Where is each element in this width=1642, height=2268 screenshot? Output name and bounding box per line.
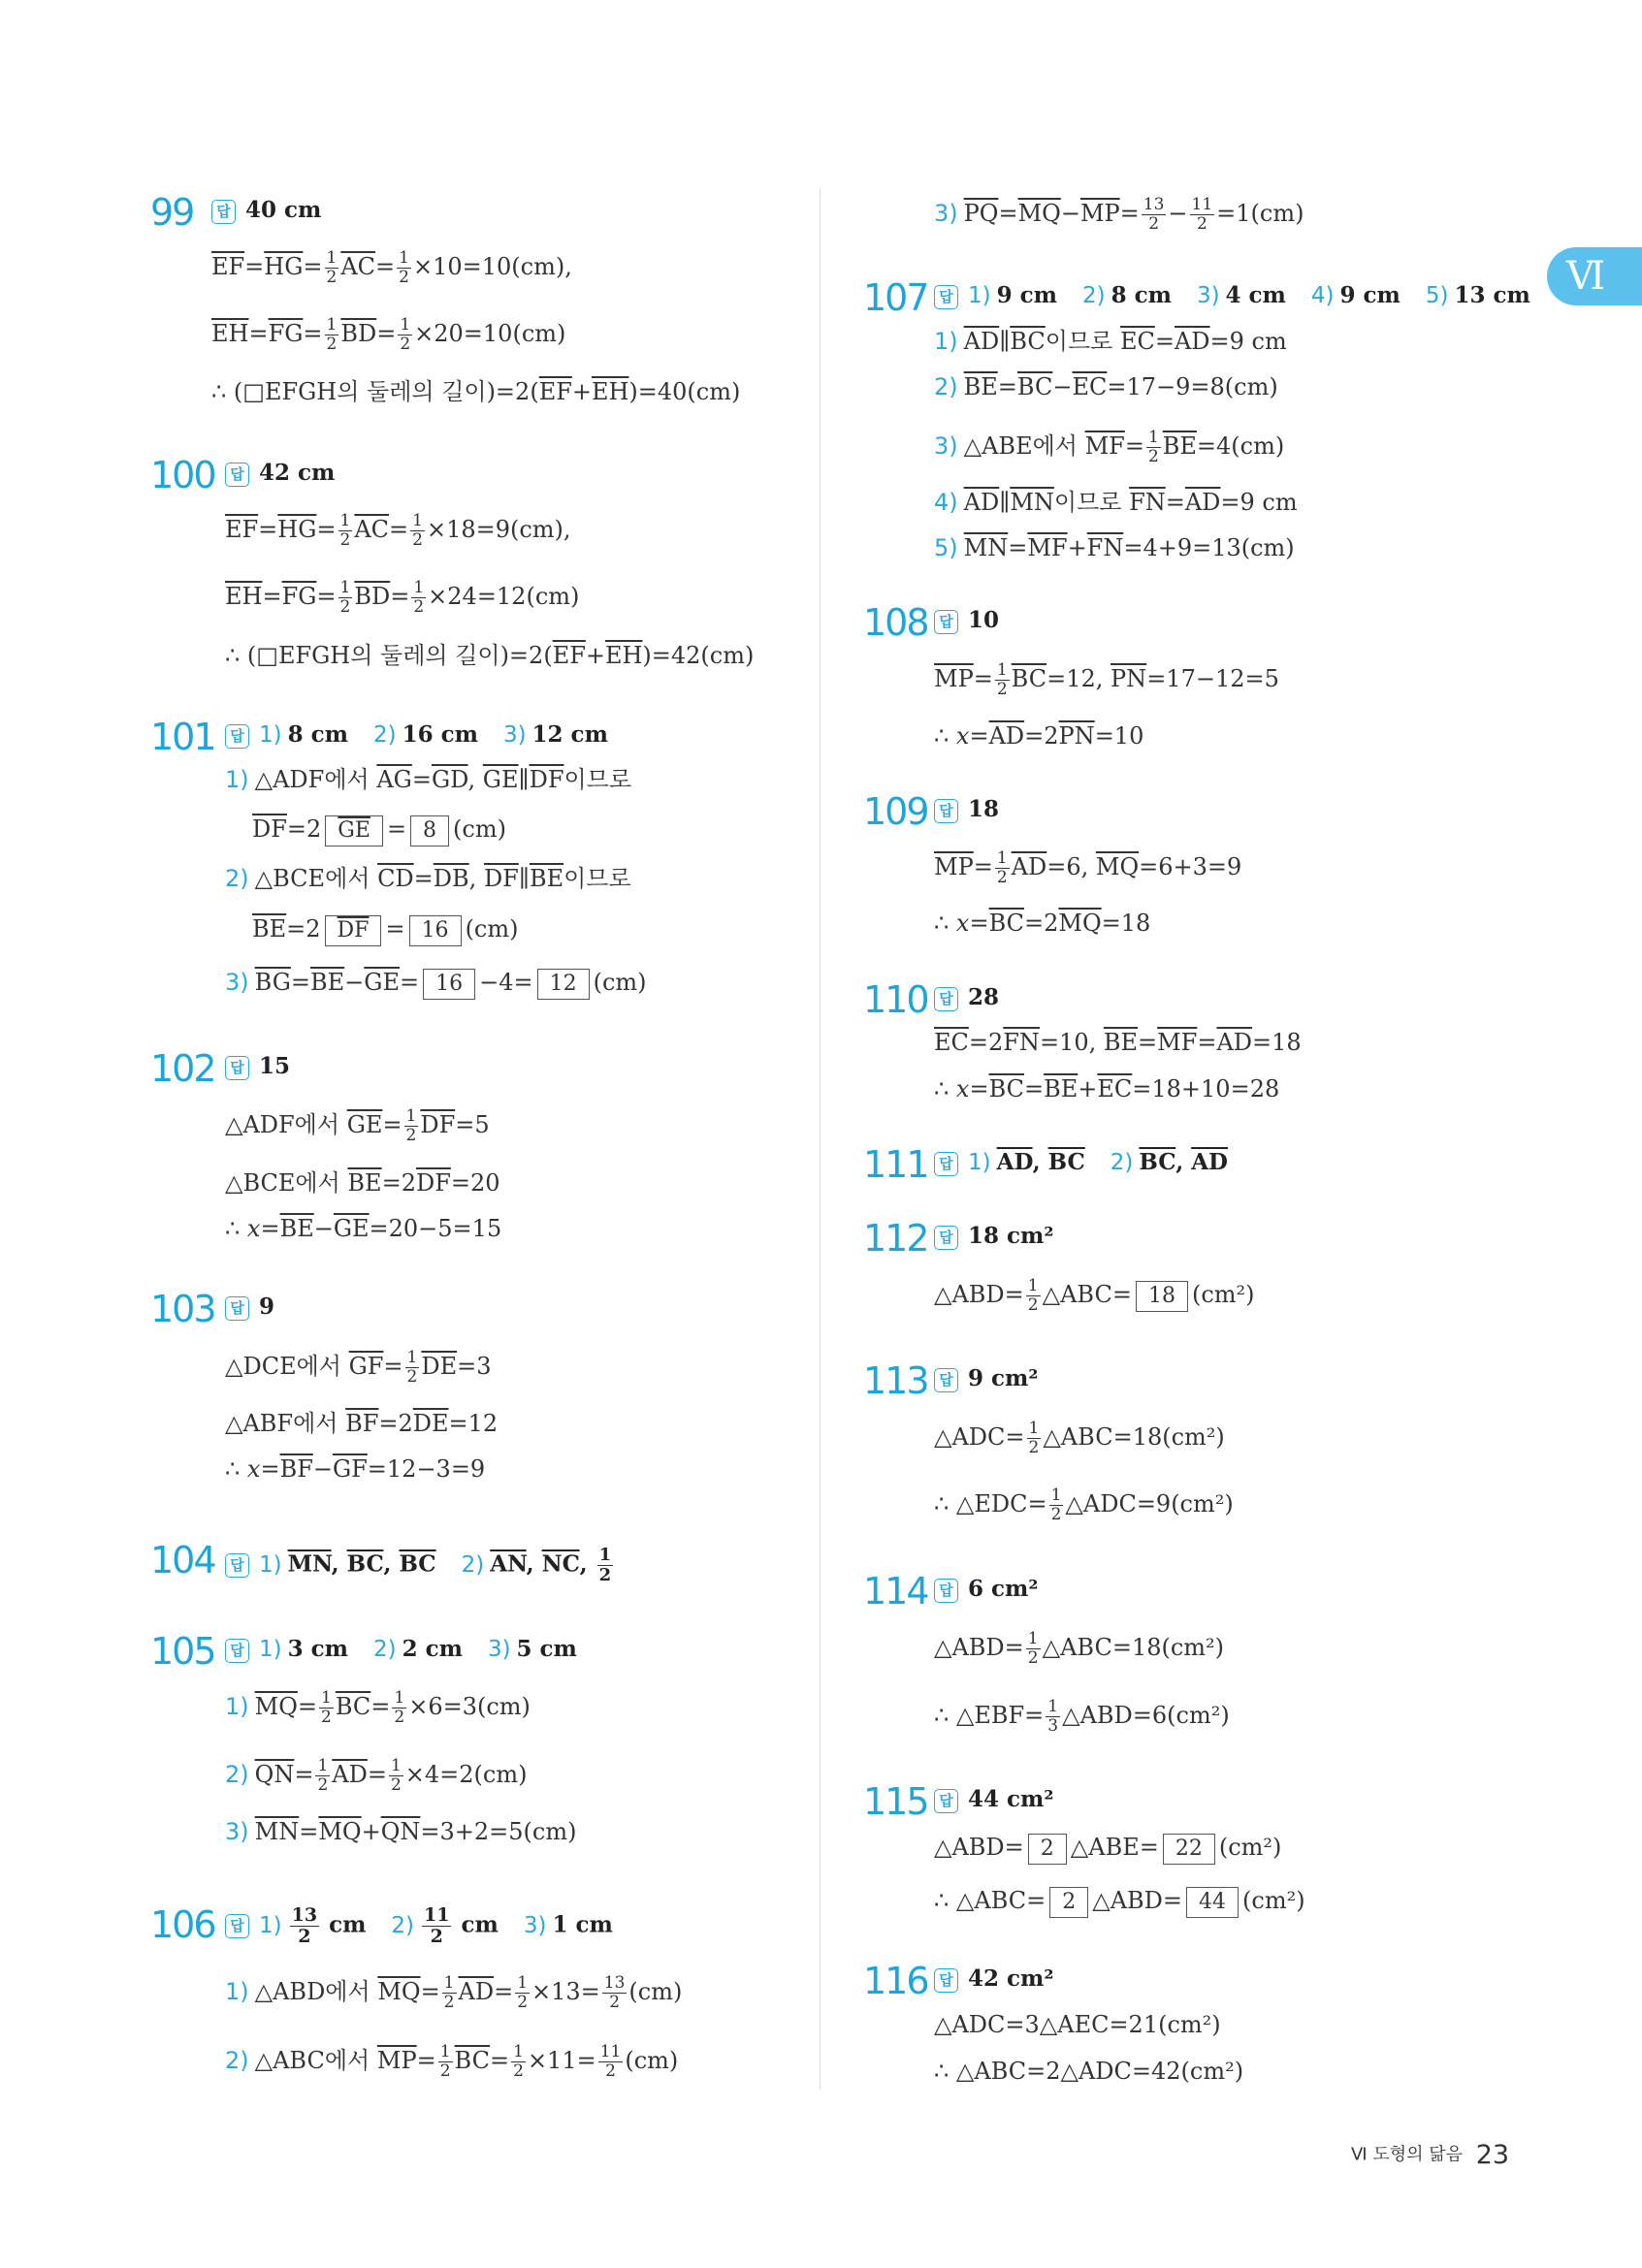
solution-line: $\overline{EH}=\overline{FG}=$ $\frac{1}{2}$ $\overline{BD}=$ $\frac{1}{2}$ ×24=12(cm) [225,578,580,617]
page-footer [1351,2140,1509,2170]
answer-value: 44 cm² [968,1786,1054,1812]
problem-number: 111 [863,1143,928,1186]
solution-line: 1) $\overline{AD}\parallel\overline{BC}$이므로 $\overline{EC}=\overline{AD}=9$ cm [934,328,1287,355]
answer-line [934,609,999,634]
problem-number: 106 [150,1903,215,1946]
solution-line: 3) $\overline{MN}=\overline{MQ}+\overline{QN}=3+2=5(cm)$ [225,1818,577,1845]
solution-line: $\overline{EF}=\overline{HG}=$ $\frac{1}{2}$ $\overline{AC}=$ $\frac{1}{2}$ ×10=10(cm), [211,248,572,287]
solution-line: 5) $\overline{MN}=\overline{MF}+\overline{FN}=4+9=13(cm)$ [934,534,1295,561]
problem-number: 104 [150,1539,215,1581]
answer-value: 9 cm² [968,1365,1039,1391]
solution-line: ∴ △ABC= 2 △ABD= 44 (cm²) [934,1887,1305,1918]
solution-line: 2) △ABC에서 $\overline{MP}=$ $\frac{1}{2}$ $\overline{BC}=$ $\frac{1}{2}$ ×11= $\frac{11}{2}$ (cm) [225,2042,679,2081]
solution-line: △ADF에서 $\overline{GE}=$ $\frac{1}{2}$ $\overline{DF}=5$ [225,1106,490,1145]
answer-line: 답 1) $\overline{AD}$, $\overline{BC}$ 2) $\overline{BC}$, $\overline{AD}$ [934,1151,1228,1176]
solution-line: △BCE에서 $\overline{BE}=2\overline{DF}=20$ [225,1169,500,1197]
solution-line: 1) △ADF에서 $\overline{AG}=\overline{GD}$, $\overline{GE}\parallel\overline{DF}$이므로 [225,766,632,793]
answer-line: 답 1) $\frac{13}{2}$ cm 2) $\frac{11}{2}$ cm 3) 1 cm [225,1906,613,1946]
answer-tag-icon: 답 [225,724,249,749]
solution-line: △ADC=3△AEC=21(cm²) [934,2011,1221,2038]
problem-number: 103 [150,1288,215,1330]
answer-line [225,1295,274,1321]
answer-tag-icon: 답 [225,1914,249,1938]
solution-line: 3) $\overline{PQ}=\overline{MQ}-\overline{MP}=$ $\frac{13}{2}$ − $\frac{11}{2}$ =1(cm) [934,195,1304,234]
chapter-badge: Ⅵ [1547,247,1642,305]
answer-tag-icon: 답 [225,1553,249,1578]
answer-line [934,1578,1038,1603]
solution-line: 1) $\overline{MQ}=$ $\frac{1}{2}$ $\overline{BC}=$ $\frac{1}{2}$ ×6=3(cm) [225,1688,531,1727]
answer-value: 6 cm² [968,1576,1039,1602]
problem-number: 101 [150,716,215,758]
solution-line: 3) $\overline{BG}=\overline{BE}-\overline{GE}= 16 -4= 12$ (cm) [225,969,647,1000]
answer-line [934,986,999,1011]
answer-line [211,199,321,224]
solution-line: △DCE에서 $\overline{GF}=$ $\frac{1}{2}$ $\overline{DE}=3$ [225,1348,492,1387]
problem-number: 109 [863,790,928,833]
problem-number: 110 [863,978,928,1021]
problem-number: 108 [863,601,928,644]
solution-line: ∴ (□EFGH의 둘레의 길이)$=2(\overline{EF}+\overline{EH})=40(cm)$ [211,378,741,405]
problem-number: 115 [863,1780,928,1823]
problem-number: 100 [150,454,215,496]
answer-line [225,1055,290,1080]
answer-line: 답 1) 9 cm 2) 8 cm 3) 4 cm 4) 9 cm 5) 13 cm [934,284,1530,309]
problem-number: 99 [150,191,194,234]
solution-line: ∴ △EBF= $\frac{1}{3}$ △ABD=6(cm²) [934,1697,1230,1736]
solution-line: 2) △BCE에서 $\overline{CD}=\overline{DB}$, $\overline{DF}\parallel\overline{BE}$이므로 [225,865,631,892]
answer-line: 답 1) 8 cm 2) 16 cm 3) 12 cm [225,723,608,749]
answer-tag-icon: 답 [225,1296,249,1321]
solution-line: 1) △ABD에서 $\overline{MQ}=$ $\frac{1}{2}$ $\overline{AD}=$ $\frac{1}{2}$ ×13= $\frac{13}{2}$ (cm) [225,1973,683,2012]
solution-line: ∴ $x=\overline{BF}-\overline{GF}=12-3=9$ [225,1455,486,1483]
solution-line: $\overline{EC}=2\overline{FN}=10$, $\overline{BE}=\overline{MF}=\overline{AD}=18$ [934,1029,1302,1056]
solution-line: 2) $\overline{BE}=\overline{BC}-\overline{EC}=17-9=8(cm)$ [934,373,1278,400]
problem-number: 107 [863,276,928,319]
solution-line: ∴ △ABC=2△ADC=42(cm²) [934,2058,1244,2085]
solution-line: △ABD= 2 △ABE= 22 (cm²) [934,1834,1281,1865]
answer-tag-icon: 답 [225,463,249,487]
solution-line: ∴ $x=\overline{BC}=2\overline{MQ}=18$ [934,910,1151,937]
answer-line [934,1967,1053,1993]
solution-line: ∴ $x=\overline{BE}-\overline{GE}=20-5=15$ [225,1215,502,1242]
answer-value: 9 [259,1294,275,1320]
problem-number: 113 [863,1359,928,1402]
answer-tag-icon: 답 [934,1789,958,1813]
answer-value: 40 cm [245,197,322,223]
solution-line: $\overline{DF}=2$ $\overline{GE} = 8$ (cm) [252,815,506,847]
answer-line [934,1788,1053,1813]
solution-line: 4) $\overline{AD}\parallel\overline{MN}$이므로 $\overline{FN}=\overline{AD}=9$ cm [934,489,1298,516]
answer-line: 답 1) $\overline{MN}$, $\overline{BC}$, $\overline{BC}$ 2) $\overline{AN}$, $\overline{NC}$, $\frac{1}{2}$ [225,1547,615,1584]
solution-line: $\overline{BE}=2$ $\overline{DF} = 16$ (cm) [252,915,519,946]
answer-tag-icon: 답 [225,1056,249,1080]
answer-tag-icon: 답 [934,799,958,823]
answer-value: 42 cm [259,460,336,486]
answer-line: 답 1) 3 cm 2) 2 cm 3) 5 cm [225,1638,577,1663]
answer-tag-icon: 답 [934,610,958,634]
solution-line: △ABD= $\frac{1}{2}$ △ABC= 18 (cm²) [934,1276,1255,1315]
problem-number: 114 [863,1570,928,1613]
answer-tag-icon: 답 [934,987,958,1011]
problem-number: 112 [863,1217,928,1260]
solution-line: $\overline{MP}=$ $\frac{1}{2}$ $\overline{BC}=12$, $\overline{PN}=17-12=5$ [934,660,1279,699]
answer-tag-icon: 답 [934,1579,958,1603]
problem-number: 102 [150,1047,215,1090]
solution-line: 3) △ABE에서 $\overline{MF}=$ $\frac{1}{2}$ $\overline{BE}=4(cm)$ [934,428,1285,466]
answer-value: 15 [259,1053,291,1079]
answer-value: 28 [968,984,1000,1010]
solution-line: ∴ △EDC= $\frac{1}{2}$ △ADC=9(cm²) [934,1485,1234,1524]
page-number: 23 [1475,2140,1510,2170]
answer-value: 42 cm² [968,1965,1054,1992]
solution-line: △ADC= $\frac{1}{2}$ △ABC=18(cm²) [934,1419,1225,1457]
solution-line: 2) $\overline{QN}=$ $\frac{1}{2}$ $\overline{AD}=$ $\frac{1}{2}$ ×4=2(cm) [225,1756,528,1795]
answer-tag-icon: 답 [934,1226,958,1250]
footer-chapter: Ⅵ 도형의 닮음 [1351,2144,1463,2165]
answer-line [934,798,999,823]
solution-line: ∴ (□EFGH의 둘레의 길이)$=2(\overline{EF}+\overline{EH})=42(cm)$ [225,642,755,669]
problem-number: 105 [150,1630,215,1673]
answer-line [934,1225,1053,1250]
answer-tag-icon: 답 [934,1368,958,1392]
solution-line: ∴ $x=\overline{BC}=\overline{BE}+\overline{EC}=18+10=28$ [934,1075,1280,1102]
answer-line [934,1367,1038,1392]
solution-line: $\overline{MP}=$ $\frac{1}{2}$ $\overline{AD}=6$, $\overline{MQ}=6+3=9$ [934,848,1242,887]
answer-tag-icon: 답 [934,1152,958,1176]
solution-line: $\overline{EH}=\overline{FG}=$ $\frac{1}{2}$ $\overline{BD}=$ $\frac{1}{2}$ ×20=10(cm) [211,315,566,354]
answer-value: 18 cm² [968,1223,1054,1249]
problem-number: 116 [863,1960,928,2002]
column-divider [820,189,821,2090]
answer-tag-icon: 답 [211,200,236,224]
answer-value: 18 [968,796,1000,822]
answer-value: 10 [968,607,1000,633]
answer-line [225,462,335,487]
answer-tag-icon: 답 [225,1639,249,1663]
solution-line: ∴ $x=\overline{AD}=2\overline{PN}=10$ [934,722,1144,750]
solution-line: △ABF에서 $\overline{BF}=2\overline{DE}=12$ [225,1410,499,1437]
answer-tag-icon: 답 [934,1968,958,1993]
answer-tag-icon: 답 [934,285,958,309]
solution-line: $\overline{EF}=\overline{HG}=$ $\frac{1}{2}$ $\overline{AC}=$ $\frac{1}{2}$ ×18=9(cm), [225,511,571,550]
solution-line: △ABD= $\frac{1}{2}$ △ABC=18(cm²) [934,1629,1225,1668]
